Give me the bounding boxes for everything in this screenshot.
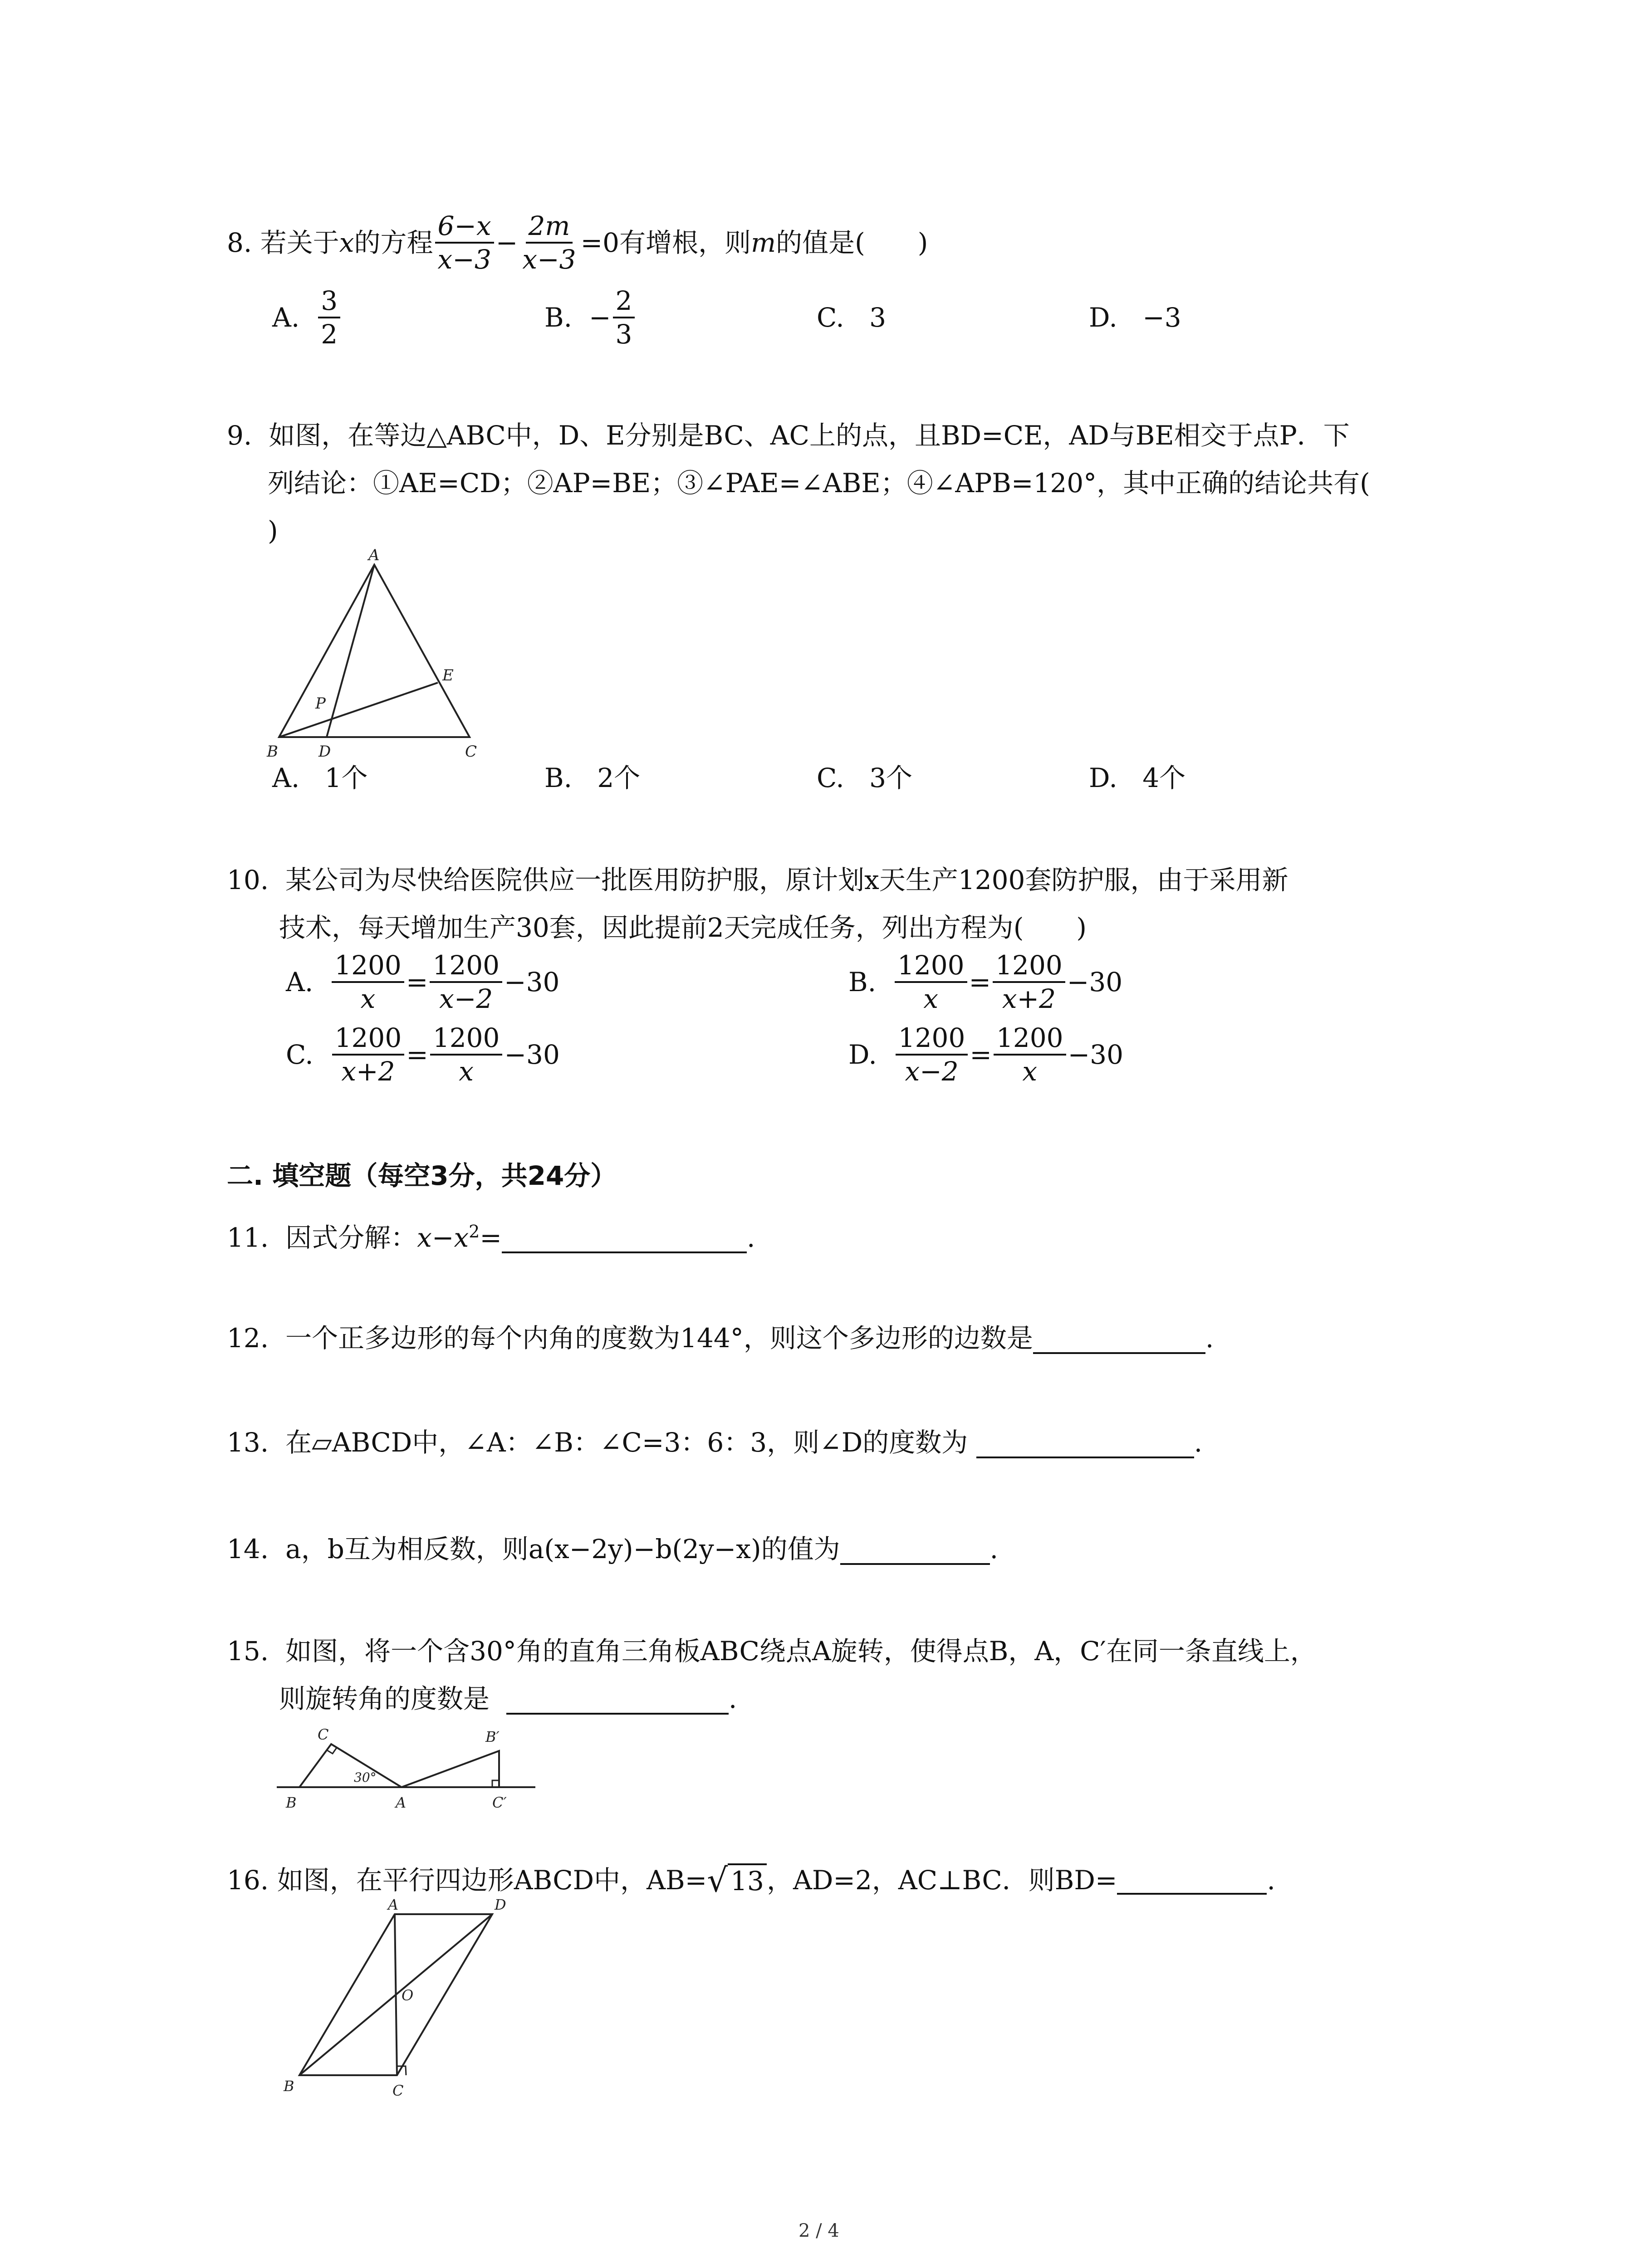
q10-option-a-label: A. bbox=[286, 967, 314, 997]
q10-c-equals: = bbox=[406, 1039, 428, 1070]
q8-f1-num: 6−x bbox=[435, 211, 494, 244]
q16-sqrt-symbol: √ bbox=[707, 1861, 728, 1899]
q8-option-c-label: C. bbox=[817, 302, 844, 333]
q8-m: m bbox=[751, 227, 776, 258]
q15-text-2: 则旋转角的度数是 bbox=[279, 1683, 490, 1714]
q9-option-c-label: C. bbox=[817, 763, 844, 793]
q10-b-right-den: x+2 bbox=[1002, 983, 1056, 1014]
q10-option-b-right bbox=[993, 950, 1065, 1014]
q9-segment-be bbox=[279, 683, 438, 737]
q9-option-b-value: 2个 bbox=[597, 763, 641, 793]
q16-end: . bbox=[1267, 1865, 1275, 1896]
q10-option-a-left bbox=[332, 950, 404, 1014]
q10-option-c-right bbox=[430, 1023, 503, 1086]
q16-sqrt-radicand: 13 bbox=[728, 1863, 767, 1897]
q10-c-left-num: 1200 bbox=[332, 1023, 405, 1056]
q15-right-angle-c2 bbox=[492, 1780, 499, 1787]
q15-line-1 bbox=[227, 1635, 1317, 1667]
q9-label-p: P bbox=[315, 694, 326, 713]
q9-label-e: E bbox=[442, 666, 454, 684]
q9-option-a bbox=[272, 762, 368, 794]
q8-f2-num: 2m bbox=[526, 211, 573, 244]
q15-triangle-abc bbox=[299, 1744, 402, 1787]
q10-option-b bbox=[848, 946, 1122, 1018]
q15-label-b-prime: B′ bbox=[485, 1728, 500, 1745]
q16-label-c: C bbox=[392, 2082, 404, 2099]
q10-line-2 bbox=[279, 912, 1087, 943]
q8-post: =0有增根，则 bbox=[580, 227, 751, 258]
q13-text: 在▱ABCD中，∠A：∠B：∠C=3：6：3，则∠D的度数为 bbox=[285, 1427, 968, 1458]
q10-option-c-label: C. bbox=[286, 1039, 314, 1070]
q10-c-right-den: x bbox=[459, 1056, 474, 1087]
q10-d-right-num: 1200 bbox=[994, 1023, 1066, 1056]
q10-d-right-den: x bbox=[1022, 1056, 1038, 1087]
q10-c-left-den: x+2 bbox=[341, 1056, 395, 1087]
q8-pre: 若关于 bbox=[260, 227, 339, 258]
q10-d-left-den: x−2 bbox=[905, 1056, 959, 1087]
q8-x: x bbox=[339, 227, 354, 258]
q8-end: 的值是( ) bbox=[776, 227, 928, 258]
q12-answer-blank[interactable] bbox=[1033, 1325, 1205, 1354]
q16-label-o: O bbox=[402, 1987, 414, 2004]
q10-d-left-num: 1200 bbox=[896, 1023, 968, 1056]
q8-option-a bbox=[272, 284, 342, 352]
q10-text-2: 技术，每天增加生产30套，因此提前2天完成任务，列出方程为( ) bbox=[279, 912, 1087, 943]
q13-answer-blank[interactable] bbox=[976, 1429, 1194, 1458]
q8-stem bbox=[227, 209, 928, 277]
q8-option-a-num: 3 bbox=[318, 286, 340, 318]
q15-line-2 bbox=[279, 1683, 737, 1715]
section-2-heading: 二. 填空题（每空3分，共24分） bbox=[227, 1160, 617, 1191]
q8-minus: − bbox=[495, 227, 518, 258]
q8-option-b-num: 2 bbox=[613, 286, 635, 318]
q8-option-d bbox=[1089, 302, 1181, 333]
q11-answer-blank[interactable] bbox=[502, 1224, 747, 1253]
q15-text-1: 如图，将一个含30°角的直角三角板ABC绕点A旋转，使得点B，A，C′在同一条直线上， bbox=[285, 1636, 1317, 1667]
q10-option-c bbox=[286, 1018, 560, 1091]
q8-fraction-2 bbox=[519, 211, 578, 274]
q9-segment-ad bbox=[327, 565, 374, 737]
q10-a-right-num: 1200 bbox=[430, 950, 502, 983]
q8-option-a-fraction bbox=[318, 286, 340, 349]
q10-option-c-left bbox=[332, 1023, 405, 1086]
q16-label-a: A bbox=[388, 1896, 399, 1913]
q12-end: . bbox=[1205, 1323, 1214, 1354]
q10-a-right-den: x−2 bbox=[439, 983, 493, 1014]
q8-mid: 的方程 bbox=[354, 227, 433, 258]
q8-option-b-fraction bbox=[613, 286, 635, 349]
q13 bbox=[227, 1427, 1202, 1458]
q14-answer-blank[interactable] bbox=[840, 1536, 990, 1565]
q10-b-right-num: 1200 bbox=[993, 950, 1065, 983]
q15-number: 15. bbox=[227, 1636, 269, 1667]
q8-option-c-value: 3 bbox=[869, 302, 886, 333]
q12-text: 一个正多边形的每个内角的度数为144°，则这个多边形的边数是 bbox=[285, 1323, 1033, 1354]
q16-label-b: B bbox=[284, 2077, 294, 2095]
q9-option-d-value: 4个 bbox=[1142, 763, 1186, 793]
q11-number: 11. bbox=[227, 1222, 269, 1253]
q8-option-a-den: 2 bbox=[321, 319, 338, 350]
q10-option-b-left bbox=[895, 950, 967, 1014]
q9-option-d bbox=[1089, 762, 1185, 794]
q9-option-c-value: 3个 bbox=[869, 763, 912, 793]
q8-number: 8. bbox=[227, 227, 252, 258]
q10-d-equals: = bbox=[970, 1039, 992, 1070]
q10-option-d-label: D. bbox=[848, 1039, 877, 1070]
q9-option-a-label: A. bbox=[272, 763, 300, 793]
q12-number: 12. bbox=[227, 1323, 269, 1354]
q9-line-1 bbox=[227, 420, 1350, 451]
q10-a-equals: = bbox=[406, 967, 428, 997]
q15-answer-blank[interactable] bbox=[506, 1686, 729, 1715]
q8-option-a-label: A. bbox=[272, 302, 300, 333]
q9-text-1: 如图，在等边△ABC中，D、E分别是BC、AC上的点，且BD=CE，AD与BE相交于点P．下 bbox=[269, 420, 1350, 451]
q10-d-tail: −30 bbox=[1068, 1039, 1123, 1070]
q15-label-c: C bbox=[318, 1726, 329, 1743]
q9-line-2 bbox=[268, 467, 1370, 499]
q14-end: . bbox=[989, 1534, 999, 1564]
q13-number: 13. bbox=[227, 1427, 269, 1458]
q16-parallelogram-figure bbox=[268, 1892, 522, 2100]
q8-option-c bbox=[817, 302, 886, 333]
q10-option-b-label: B. bbox=[848, 967, 877, 997]
q11 bbox=[227, 1216, 755, 1253]
q9-option-b bbox=[544, 762, 640, 794]
q9-label-c: C bbox=[465, 743, 477, 761]
q16-label-d: D bbox=[495, 1896, 506, 1913]
q9-label-a: A bbox=[368, 546, 380, 564]
q15-label-b: B bbox=[286, 1794, 297, 1811]
q8-option-b-prefix: − bbox=[588, 302, 611, 333]
q9-option-a-value: 1个 bbox=[324, 763, 368, 793]
page-number: 2 / 4 bbox=[798, 2220, 839, 2241]
q9-line-3 bbox=[268, 515, 278, 547]
q9-option-c bbox=[817, 762, 912, 794]
q8-fraction-1 bbox=[435, 211, 494, 274]
q8-option-b-label: B. bbox=[544, 302, 573, 333]
q11-sup: 2 bbox=[469, 1222, 480, 1242]
q9-text-2: 列结论：①AE=CD；②AP=BE；③∠PAE=∠ABE；④∠APB=120°，其中正确的结论共有( bbox=[268, 468, 1370, 499]
q10-option-a bbox=[286, 946, 559, 1018]
q10-option-d bbox=[848, 1018, 1123, 1091]
q10-number: 10. bbox=[227, 865, 269, 895]
q11-eq: = bbox=[480, 1222, 502, 1253]
q13-end: . bbox=[1194, 1427, 1203, 1458]
q9-text-3: ) bbox=[268, 515, 278, 546]
q11-end: . bbox=[746, 1222, 755, 1253]
q9-option-b-label: B. bbox=[544, 763, 573, 793]
q9-label-d: D bbox=[318, 743, 331, 761]
q8-option-d-label: D. bbox=[1089, 302, 1117, 333]
q9-triangle-figure bbox=[263, 544, 499, 762]
q10-text-1: 某公司为尽快给医院供应一批医用防护服，原计划x天生产1200套防护服，由于采用新 bbox=[285, 865, 1288, 895]
q11-pre: 因式分解： bbox=[285, 1222, 417, 1253]
q10-line-1 bbox=[227, 864, 1288, 896]
q10-c-tail: −30 bbox=[504, 1039, 560, 1070]
q15-rotation-figure bbox=[272, 1719, 544, 1814]
q8-f1-den: x−3 bbox=[437, 244, 491, 275]
q15-end: . bbox=[728, 1683, 737, 1714]
q9-option-d-label: D. bbox=[1089, 763, 1117, 793]
q10-option-d-right bbox=[994, 1023, 1066, 1086]
q10-a-tail: −30 bbox=[504, 967, 560, 997]
q10-b-left-num: 1200 bbox=[895, 950, 967, 983]
q15-triangle-ab2c2 bbox=[402, 1751, 499, 1787]
q16-post: ，AD=2，AC⊥BC．则BD= bbox=[766, 1865, 1117, 1896]
q10-c-right-num: 1200 bbox=[430, 1023, 503, 1056]
q10-b-tail: −30 bbox=[1067, 967, 1123, 997]
q9-triangle-abc bbox=[279, 565, 470, 737]
q8-option-b bbox=[544, 284, 637, 352]
q16-pre: 如图，在平行四边形ABCD中，AB= bbox=[277, 1865, 707, 1896]
q15-label-angle: 30° bbox=[354, 1770, 377, 1785]
q9-label-b: B bbox=[267, 743, 278, 761]
q15-label-c-prime: C′ bbox=[492, 1794, 507, 1811]
q12 bbox=[227, 1322, 1214, 1354]
q16-answer-blank[interactable] bbox=[1117, 1866, 1267, 1895]
q14-text: a，b互为相反数，则a(x−2y)−b(2y−x)的值为 bbox=[285, 1534, 840, 1564]
q14-number: 14. bbox=[227, 1534, 269, 1564]
q10-b-left-den: x bbox=[923, 983, 939, 1014]
q9-number: 9. bbox=[227, 420, 252, 451]
q10-a-left-num: 1200 bbox=[332, 950, 404, 983]
q10-a-left-den: x bbox=[360, 983, 376, 1014]
q8-option-b-den: 3 bbox=[615, 319, 632, 350]
q10-option-d-left bbox=[896, 1023, 968, 1086]
q8-option-d-value: −3 bbox=[1142, 302, 1181, 333]
q15-label-a: A bbox=[396, 1794, 407, 1811]
q14 bbox=[227, 1533, 998, 1565]
q10-b-equals: = bbox=[969, 967, 991, 997]
q11-expr: x−x bbox=[417, 1222, 469, 1253]
q16-number: 16. bbox=[227, 1865, 269, 1896]
q10-option-a-right bbox=[430, 950, 502, 1014]
q8-f2-den: x−3 bbox=[522, 244, 576, 275]
